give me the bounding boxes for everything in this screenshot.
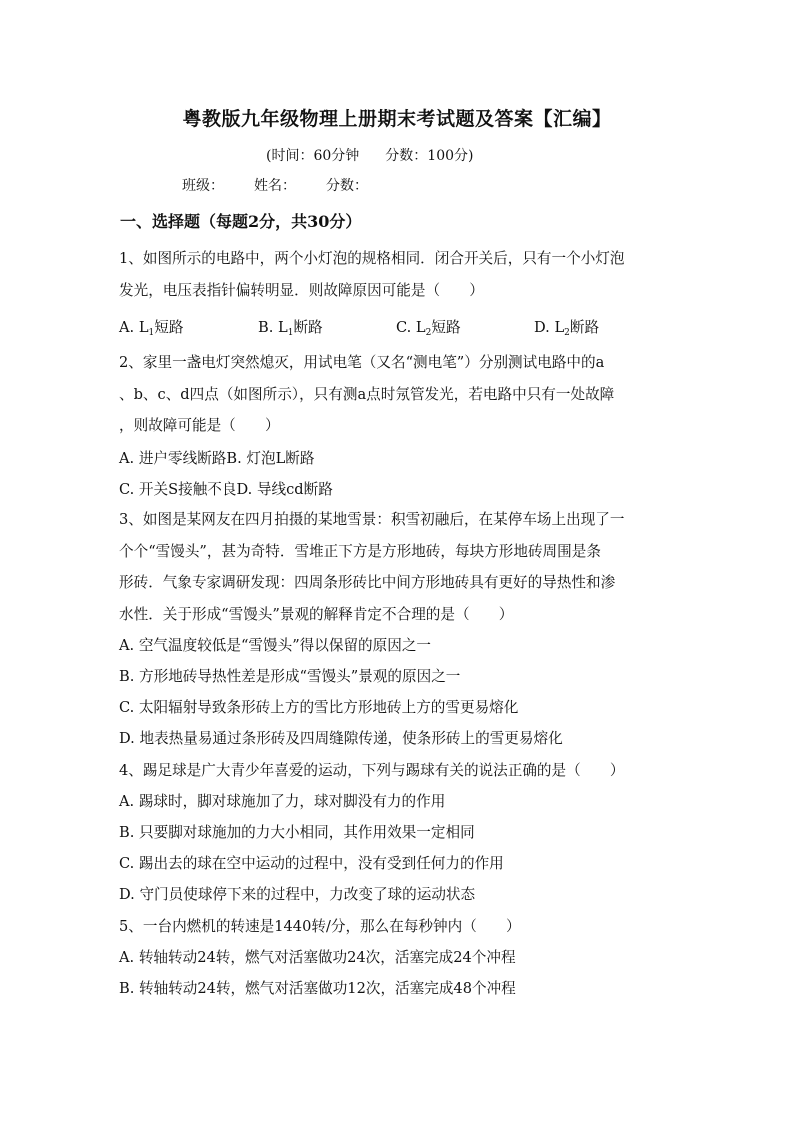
q2-options-cd: C. 开关S接触不良D. 导线cd断路 [119, 481, 333, 498]
exam-time: (时间：60分钟 [266, 148, 360, 164]
q3-option-c: C. 太阳辐射导致条形砖上方的雪比方形地砖上方的雪更易熔化 [119, 699, 519, 716]
q3-option-b: B. 方形地砖导热性差是形成“雪馒头”景观的原因之一 [119, 668, 461, 685]
q3-option-a: A. 空气温度较低是“雪馒头”得以保留的原因之一 [119, 637, 432, 654]
points-label: 分数： [326, 178, 368, 194]
section-heading: 一、选择题（每题2分，共30分） [120, 212, 362, 231]
q3-text-line1: 3、如图是某网友在四月拍摄的某地雪景：积雪初融后，在某停车场上出现了一 [119, 511, 625, 528]
exam-score: 分数：100分) [385, 148, 474, 164]
q1-option-c: C. $L_2$短路 [396, 319, 461, 338]
q1-text-line1: 1、如图所示的电路中，两个小灯泡的规格相同．闭合开关后，只有一个小灯泡 [119, 250, 625, 267]
q3-text-line2: 个个“雪馒头”，甚为奇特．雪堆正下方是方形地砖，每块方形地砖周围是条 [119, 543, 601, 560]
class-label: 班级： [182, 178, 224, 194]
q1-option-a: A. $L_1$短路 [119, 319, 184, 338]
q2-options-ab: A. 进户零线断路B. 灯泡L断路 [119, 450, 315, 467]
q4-option-d: D. 守门员使球停下来的过程中，力改变了球的运动状态 [119, 886, 476, 903]
q2-text-line1: 2、家里一盏电灯突然熄灭，用试电笔（又名“测电笔”）分别测试电路中的a [119, 354, 605, 371]
name-label: 姓名： [254, 178, 296, 194]
exam-info [266, 145, 499, 165]
q4-option-b: B. 只要脚对球施加的力大小相同，其作用效果一定相同 [119, 824, 475, 841]
q4-option-a: A. 踢球时，脚对球施加了力，球对脚没有力的作用 [119, 793, 446, 810]
q3-text-line3: 形砖．气象专家调研发现：四周条形砖比中间方形地砖具有更好的导热性和渗 [119, 574, 616, 591]
q4-option-c: C. 踢出去的球在空中运动的过程中，没有受到任何力的作用 [119, 855, 504, 872]
q1-option-b: B. $L_1$断路 [258, 319, 323, 338]
q1-text-line2: 发光，电压表指针偏转明显．则故障原因可能是（ ） [119, 282, 484, 299]
q5-option-b: B. 转轴转动24转，燃气对活塞做功12次，活塞完成48个冲程 [119, 980, 516, 997]
q3-text-line4: 水性．关于形成“雪馒头”景观的解释肯定不合理的是（ ） [119, 606, 514, 623]
q3-option-d: D. 地表热量易通过条形砖及四周缝隙传递，使条形砖上的雪更易熔化 [119, 730, 563, 747]
q2-text-line3: ，则故障可能是（ ） [119, 417, 280, 434]
q2-text-line2: 、b、c、d四点（如图所示），只有测a点时氖管发光，若电路中只有一处故障 [119, 386, 615, 403]
q4-text-line1: 4、踢足球是广大青少年喜爱的运动，下列与踢球有关的说法正确的是（ ） [119, 762, 625, 779]
q1-option-d: D. $L_2$断路 [534, 319, 600, 338]
q5-option-a: A. 转轴转动24转，燃气对活塞做功24次，活塞完成24个冲程 [119, 949, 516, 966]
page-title: 粤教版九年级物理上册期末考试题及答案【汇编】 [182, 108, 612, 130]
q5-text-line1: 5、一台内燃机的转速是1440转/分，那么在每秒钟内（ ） [119, 918, 521, 935]
student-info [182, 175, 398, 195]
